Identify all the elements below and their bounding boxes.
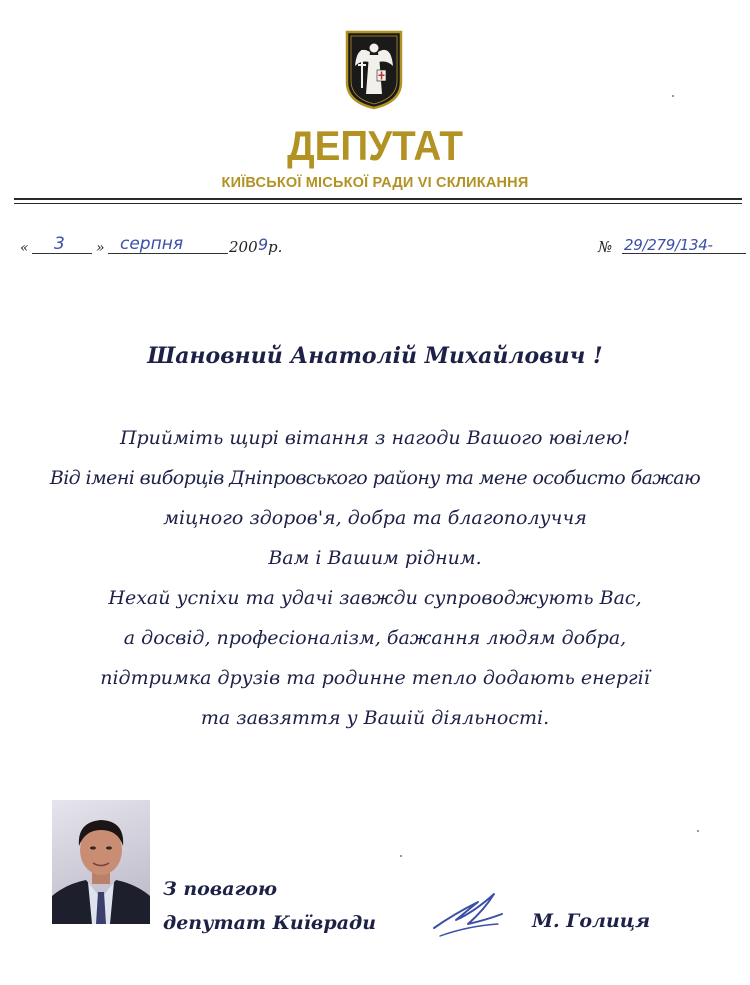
- signer-name: М. Голиця: [532, 910, 651, 932]
- date-year-digit: 9: [258, 235, 269, 254]
- handwritten-signature: [428, 884, 508, 944]
- date-year-prefix: 200: [229, 238, 258, 256]
- date-year-suffix: р.: [268, 238, 283, 256]
- letterhead-subtitle: КИЇВСЬКОЇ МІСЬКОЇ РАДИ VI СКЛИКАННЯ: [221, 175, 529, 191]
- date-month: серпня: [120, 234, 184, 254]
- date-open-quote: «: [20, 240, 29, 256]
- letter-body: [0, 418, 750, 738]
- closing-block: [163, 872, 376, 940]
- closing-regards: З повагою: [163, 878, 277, 900]
- number-symbol: №: [598, 238, 613, 256]
- body-line: підтримка друзів та родинне тепло додають енергії: [100, 667, 650, 689]
- date-line: [20, 230, 283, 258]
- letterhead-title: ДЕПУТАТ: [287, 122, 463, 169]
- body-line: а досвід, професіоналізм, бажання людям добра,: [123, 627, 627, 649]
- body-line: Нехай успіхи та удачі завжди супроводжують Вас,: [108, 587, 642, 609]
- body-line: міцного здоров'я, добра та благополуччя: [163, 507, 587, 529]
- scan-speck: [400, 855, 402, 857]
- letterhead-divider: [14, 198, 742, 200]
- salutation: Шановний Анатолій Михайлович !: [147, 343, 603, 369]
- body-line: Прийміть щирі вітання з нагоди Вашого ювілею!: [119, 427, 631, 449]
- body-line: Вам і Вашим рідним.: [268, 547, 482, 569]
- date-day: 3: [54, 234, 65, 254]
- reference-number: [598, 230, 750, 258]
- letterhead-divider-thin: [14, 203, 742, 204]
- scan-speck: [697, 830, 699, 832]
- body-line: Від імені виборців Дніпровського району та мене особисто бажаю: [49, 467, 701, 489]
- date-close-quote: »: [96, 240, 105, 256]
- scan-speck: [672, 95, 674, 97]
- number-value: 29/279/134-: [624, 236, 713, 254]
- closing-title: депутат Київради: [163, 912, 377, 934]
- body-line: та завзяття у Вашій діяльності.: [200, 707, 550, 729]
- deputy-portrait-photo: [52, 800, 150, 924]
- kyiv-archangel-emblem-icon: [345, 30, 403, 110]
